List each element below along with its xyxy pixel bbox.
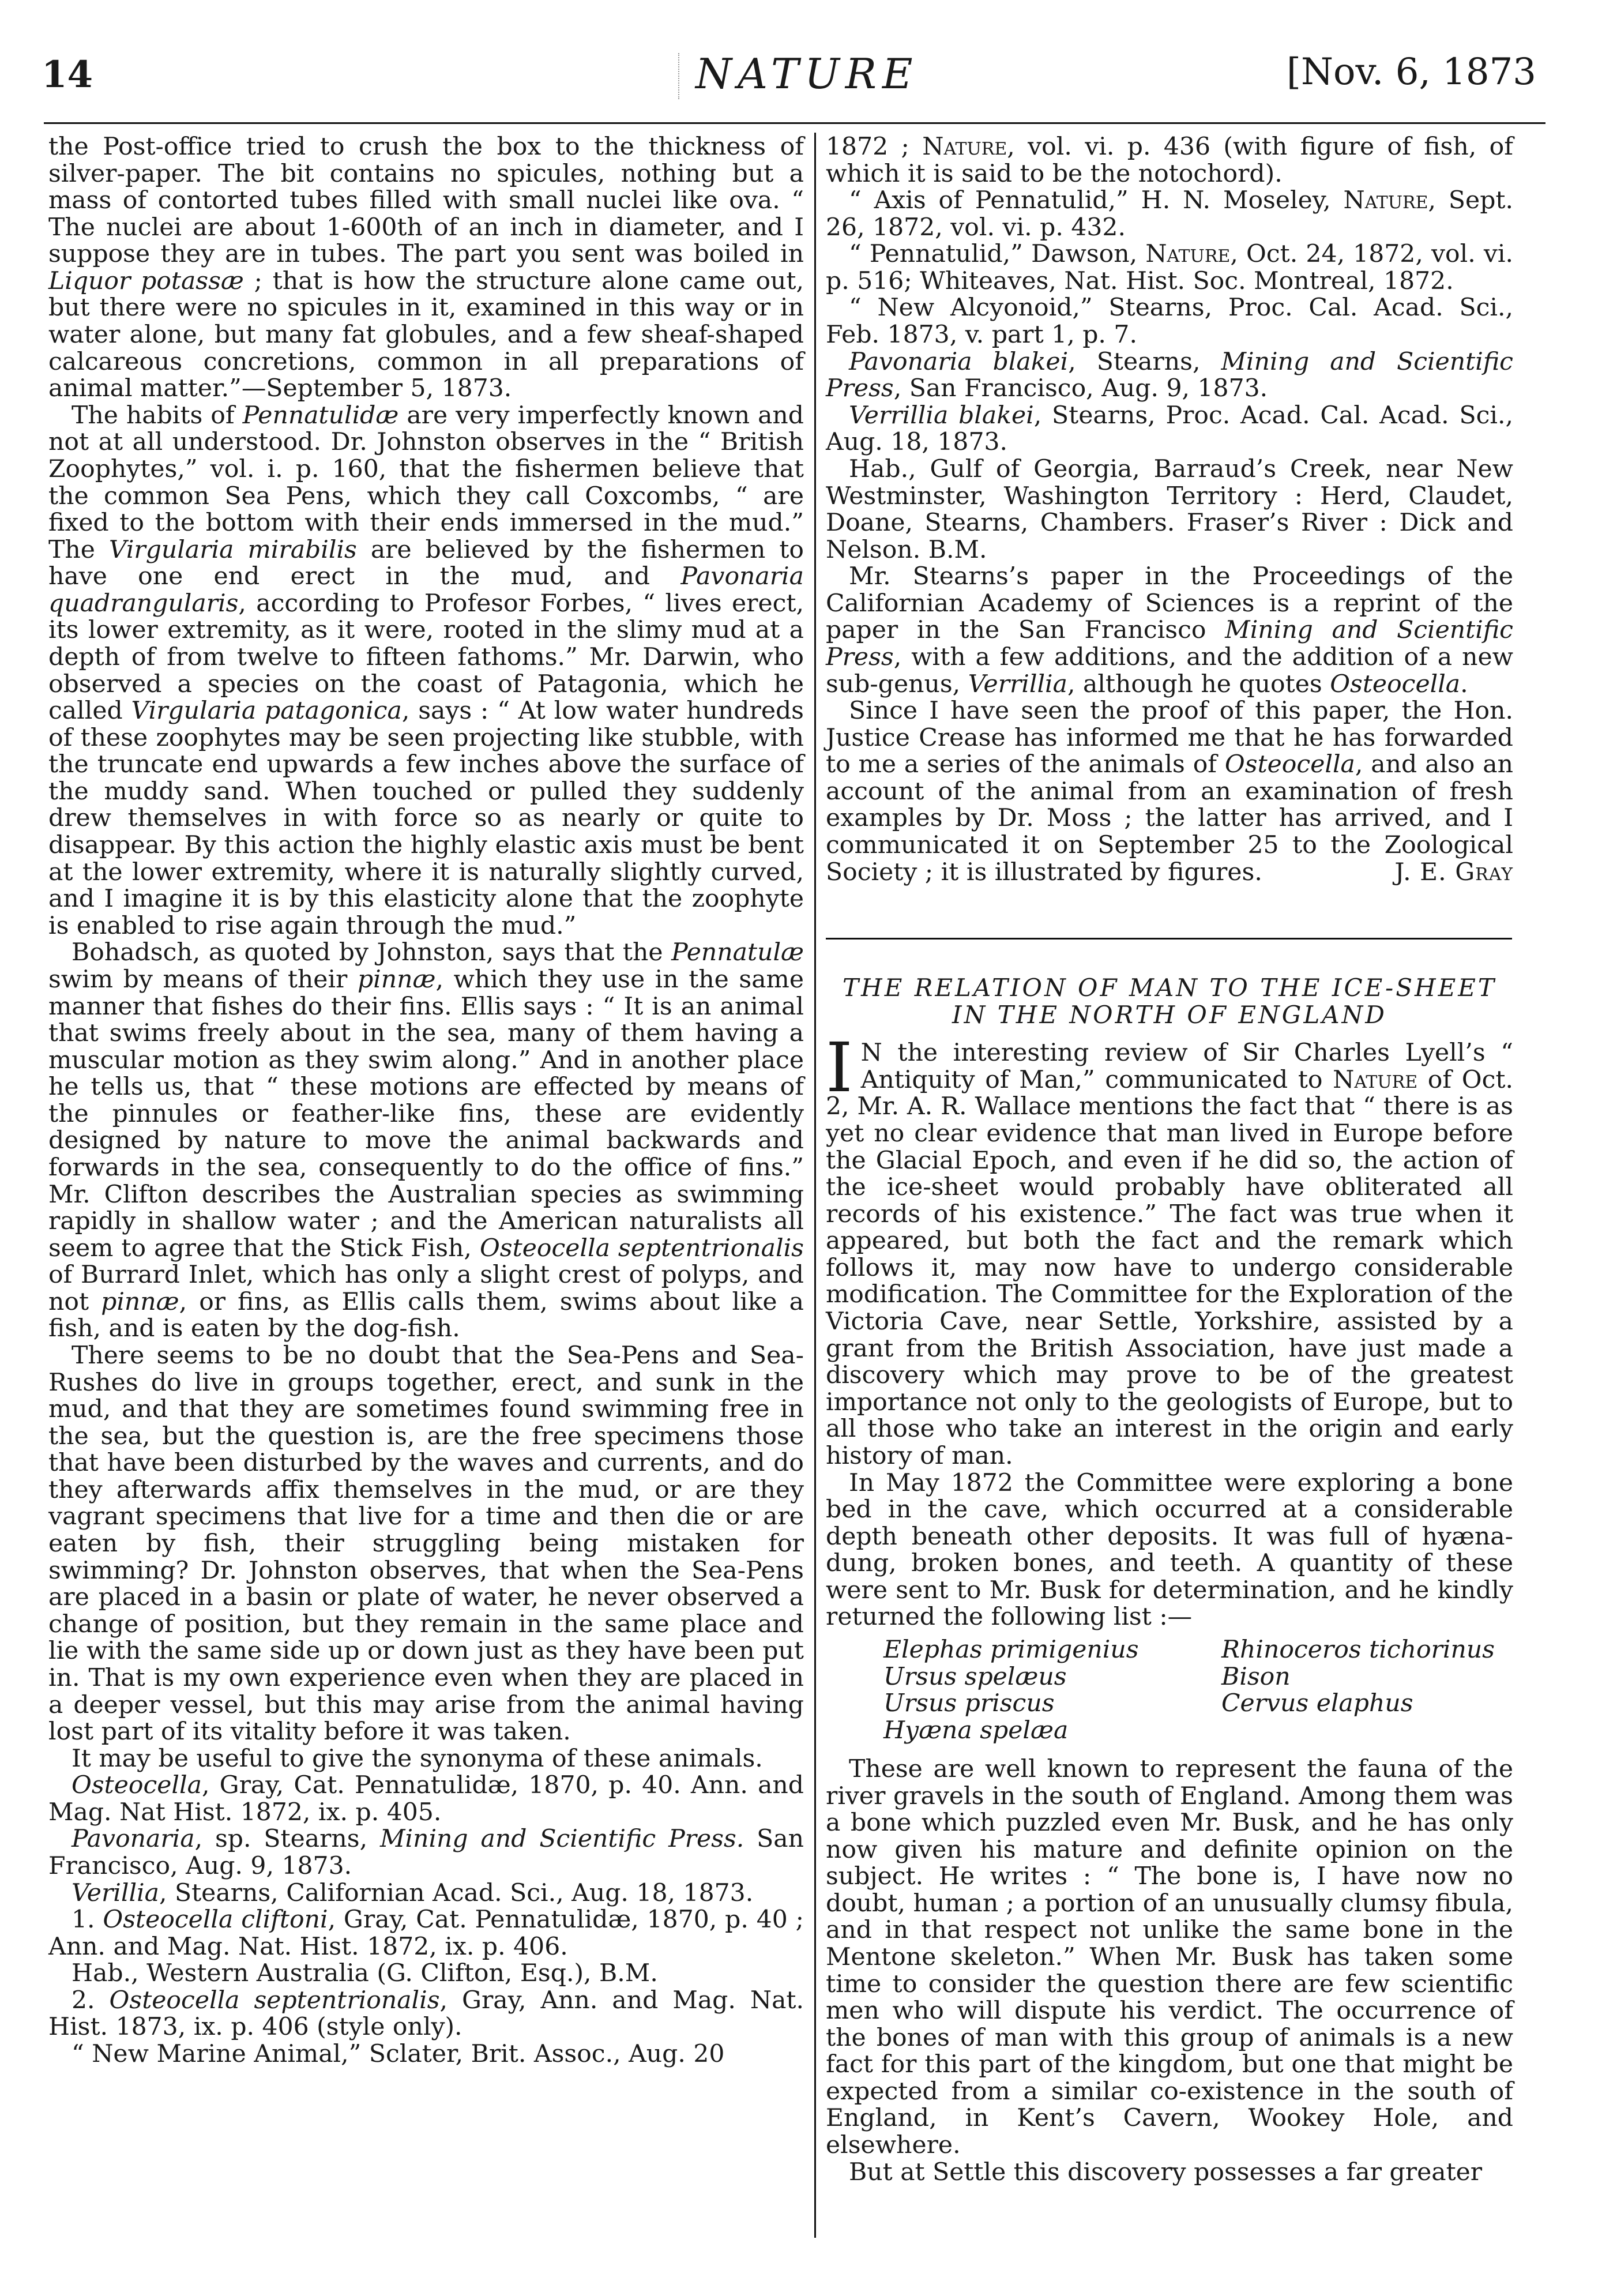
paragraph: The habits of Pennatulidæ are very imperfectly known and not at all understood. Dr. Johnston observes in the “ British Zoophytes,” vol. i. p. 160, that the fishermen believe that the common Sea Pens, which they call Coxcombs, “ are fixed to the bottom with their ends immersed in the mud.” The Virgularia mirabilis are believed by the fishermen to have one end erect in the mud, and Pavonaria quadrangularis, according to Profesor Forbes, “ lives erect, its lower extremity, as it were, rooted in the slimy mud at a depth of from twelve to fifteen fathoms.” Mr. Darwin, who observed a species on the coast of Patagonia, which he called Virgularia patagonica, says : “ At low water hundreds of these zoophytes may be seen projecting like stubble, with the truncate end upwards a few inches above the surface of the muddy sand. When touched or pulled they suddenly drew themselves in with force so as nearly or quite to disappear. By this action the highly elastic axis must be bent at the lower extremity, where it is naturally slightly curved, and I imagine it is by this elasticity alone that the zoophyte is enabled to rise again through the mud.” [48, 401, 804, 940]
paragraph: the Post-office tried to crush the box to the thickness of silver-paper. The bit contains no spicules, nothing but a mass of contorted tubes filled with small nuclei like ova. “ The nuclei are about 1-600th of an inch in diameter, and I suppose they are in tubes. The part you sent was boiled in Liquor potassæ ; that is how the structure alone came out, but there were no spicules in it, examined in this way or in water alone, but many fat globules, and a few sheaf-shaped calcareous concretions, common in all preparations of animal matter.”—September 5, 1873. [48, 133, 804, 403]
species-item: Rhinoceros tichorinus [1221, 1635, 1495, 1664]
species-item: Bison [1221, 1662, 1291, 1691]
synonym-entry: Pavonaria, sp. Stearns, Mining and Scientific Press. San Francisco, Aug. 9, 1873. [48, 1825, 804, 1880]
paragraph: It may be useful to give the synonyma of these animals. [72, 1744, 763, 1773]
journal-title: NATURE [695, 50, 919, 98]
synonym-entry: “ New Alcyonoid,” Stearns, Proc. Cal. Acad. Sci., Feb. 1873, v. part 1, p. 7. [826, 294, 1513, 350]
synonym-entry: “ New Marine Animal,” Sclater, Brit. Assoc., Aug. 20 [72, 2040, 725, 2069]
synonym-entry: “ Pennatulid,” Dawson, Nature, Oct. 24, 1872, vol. vi. p. 516; Whiteaves, Nat. Hist. Soc. Montreal, 1872. [826, 240, 1513, 295]
paragraph: I N the interesting review of Sir Charles Lyell’s “ Antiquity of Man,” communicated to Nature of Oct. 2, Mr. A. R. Wallace mentions the fact that “ there is as yet no clear evidence that man lived in Europe before the Glacial Epoch, and even if he did so, the action of the ice-sheet would probably have obliterated all records of his existence.” The fact was true when it appeared, but both the fact and the remark which follows it, may now have to undergo considerable modification. The Committee for the Exploration of the Victoria Cave, near Settle, Yorkshire, assisted by a grant from the British Association, have just made a discovery which may prove to be of the greatest importance not only to the geologists of Europe, but to all those who take an interest in the origin and early history of man. [826, 1028, 1513, 1470]
synonym-entry: 1872 ; Nature, vol. vi. p. 436 (with figure of fish, of which it is said to be the notochord). [826, 133, 1514, 188]
left-column [48, 134, 804, 2068]
paragraph: In May 1872 the Committee were exploring a bone bed in the cave, which occurred at a considerable depth beneath other deposits. It was full of hyæna-dung, broken bones, and teeth. A quantity of these were sent to Mr. Busk for determination, and he kindly returned the following list :— [826, 1468, 1513, 1632]
species-item: Ursus spelæus [883, 1662, 1067, 1691]
header-gutter-mark [678, 53, 679, 99]
species-list [883, 1637, 1513, 1745]
right-column [826, 134, 1513, 2186]
species-item: Elephas primigenius [883, 1635, 1139, 1664]
synonym-entry: Osteocella, Gray, Cat. Pennatulidæ, 1870, p. 40. Ann. and Mag. Nat Hist. 1872, ix. p. 405. [48, 1771, 804, 1827]
synonym-entry: Verrillia blakei, Stearns, Proc. Acad. Cal. Acad. Sci., Aug. 18, 1873. [826, 401, 1513, 457]
paragraph: But at Settle this discovery possesses a far greater [849, 2158, 1483, 2186]
issue-date: [Nov. 6, 1873 [1286, 51, 1536, 93]
paragraph: Hab., Gulf of Georgia, Barraud’s Creek, near New Westminster, Washington Territory : Herd, Claudet, Doane, Stearns, Chambers. Fraser’s River : Dick and Nelson. B.M. [826, 454, 1513, 564]
page-number: 14 [42, 53, 93, 96]
drop-cap: I [826, 1028, 853, 1108]
synonym-entry: “ Axis of Pennatulid,” H. N. Moseley, Nature, Sept. 26, 1872, vol. vi. p. 432. [826, 186, 1513, 242]
synonym-entry: Verillia, Stearns, Californian Acad. Sci., Aug. 18, 1873. [72, 1878, 754, 1907]
synonym-entry: 1. Osteocella cliftoni, Gray, Cat. Pennatulidæ, 1870, p. 40 ; Ann. and Mag. Nat. Hist. 1872, ix. p. 406. [48, 1906, 804, 1961]
species-item [1221, 1718, 1544, 1745]
species-item: Hyæna spelæa [883, 1716, 1069, 1745]
author-signature: J. E. Gray [1394, 858, 1513, 886]
paragraph: Mr. Stearns’s paper in the Proceedings of the Californian Academy of Sciences is a reprint of the paper in the San Francisco Mining and Scientific Press, with a few additions, and the addition of a new sub-genus, Verrillia, although he quotes Osteocella. [826, 562, 1513, 698]
article-title: THE RELATION OF MAN TO THE ICE-SHEET IN THE NORTH OF ENGLAND [843, 974, 1496, 1029]
paragraph: Since I have seen the proof of this paper, the Hon. Justice Crease has informed me that he has forwarded to me a series of the animals of Osteocella, and also an account of the animal from an examination of fresh examples by Dr. Moss ; the latter has arrived, and I communicated it on September 25 to the Zoological Society ; it is illustrated by figures. J. E. Gray [826, 697, 1513, 886]
paragraph: These are well known to represent the fauna of the river gravels in the south of England. Among them was a bone which puzzled even Mr. Busk, and he has only now given his mature and definite opinion on the subject. He writes : “ The bone is, I have now no doubt, human ; a portion of an unusually clumsy fibula, and in that respect not unlike the same bone in the Mentone skeleton.” When Mr. Busk has taken some time to consider the question there are few scientific men who will dispute his verdict. The occurrence of the bones of man with this group of animals is a new fact for this part of the kingdom, but one that might be expected from a similar co-existence in the south of England, in Kent’s Cavern, Wookey Hole, and elsewhere. [826, 1754, 1513, 2160]
species-item: Ursus priscus [883, 1689, 1055, 1718]
header-rule [44, 122, 1545, 124]
column-divider [814, 133, 816, 2238]
synonym-entry: Pavonaria blakei, Stearns, Mining and Scientific Press, San Francisco, Aug. 9, 1873. [826, 347, 1513, 403]
synonym-entry: 2. Osteocella septentrionalis, Gray, Ann. and Mag. Nat. Hist. 1873, ix. p. 406 (style only). [48, 1986, 804, 2042]
species-item: Cervus elaphus [1221, 1689, 1413, 1718]
article-separator [826, 938, 1512, 940]
synonym-entry: Hab., Western Australia (G. Clifton, Esq.), B.M. [72, 1959, 658, 1988]
paragraph: Bohadsch, as quoted by Johnston, says that the Pennatulæ swim by means of their pinnæ, which they use in the same manner that fishes do their fins. Ellis says : “ It is an animal that swims freely about in the sea, many of them having a muscular motion as they swim along.” And in another place he tells us, that “ these motions are effected by means of the pinnules or feather-like fins, these are evidently designed by nature to move the animal backwards and forwards in the sea, consequently to do the office of fins.” Mr. Clifton describes the Australian species as swimming rapidly in shallow water ; and the American naturalists all seem to agree that the Stick Fish, Osteocella septentrionalis of Burrard Inlet, which has only a slight crest of polyps, and not pinnæ, or fins, as Ellis calls them, swims about like a fish, and is eaten by the dog-fish. [48, 938, 804, 1343]
paragraph: There seems to be no doubt that the Sea-Pens and Sea-Rushes do live in groups together, erect, and sunk in the mud, and that they are sometimes found swimming free in the sea, but the question is, are the free specimens those that have been disturbed by the waves and currents, and do they afterwards affix themselves in the mud, or are they vagrant specimens that live for a time and then die or are eaten by fish, their struggling being mistaken for swimming? Dr. Johnston observes, that when the Sea-Pens are placed in a basin or plate of water, he never observed a change of position, but they remain in the same place and lie with the same side up or down just as they have been put in. That is my own experience even when they are placed in a deeper vessel, but this may arise from the animal having lost part of its vitality before it was taken. [48, 1341, 804, 1746]
